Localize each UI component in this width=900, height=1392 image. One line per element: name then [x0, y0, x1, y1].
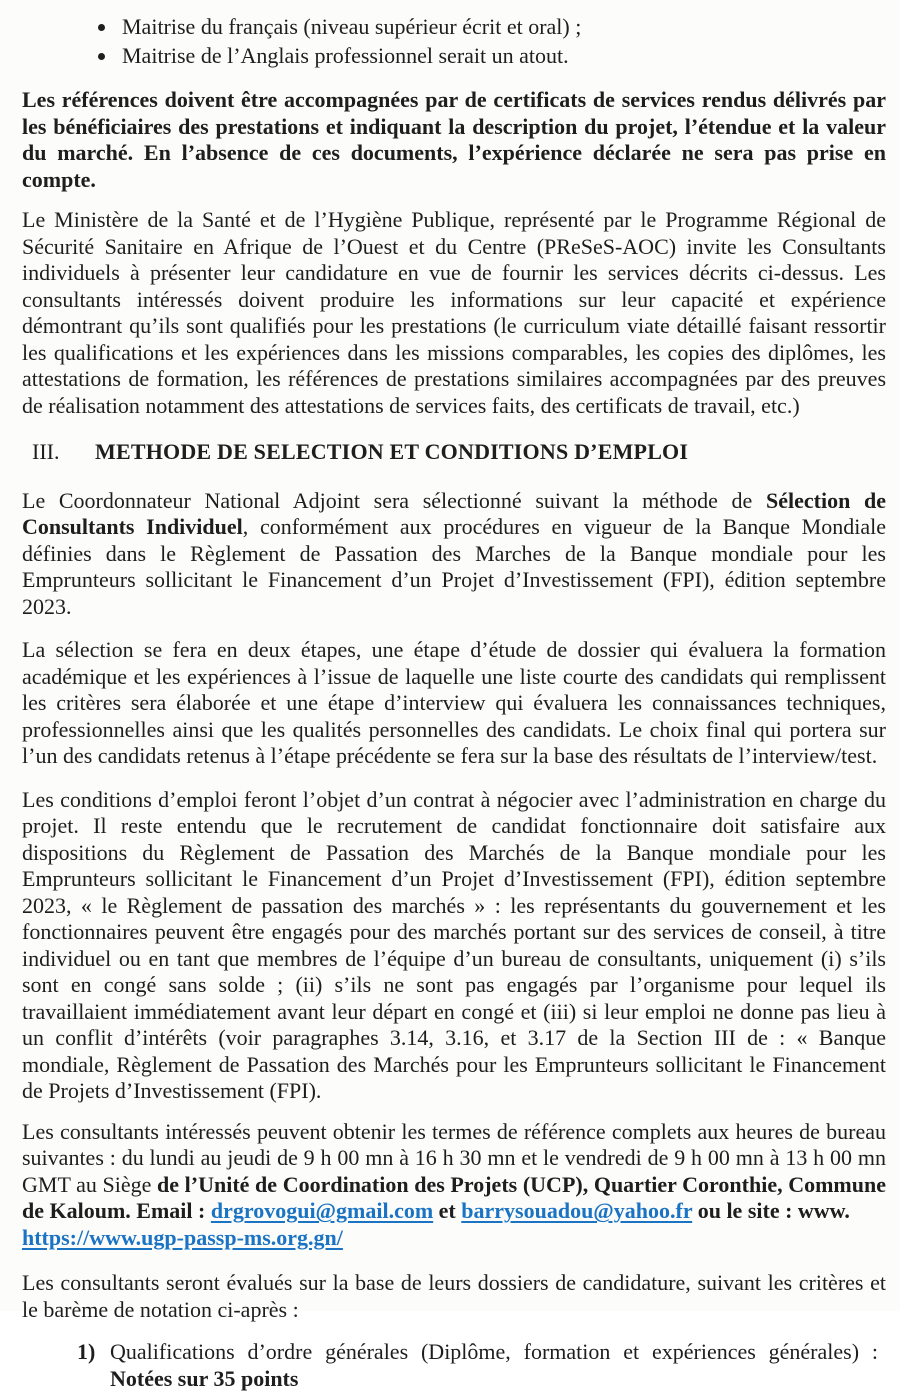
selection-method-run-2: , conformément aux procédures en vigueur de la Banque Mondiale définies dans le Règlement de Passation des Marches de la Banque mondiale pour les Emprunteurs sollicitant le Financement d’un Projet d’Investissement (FPI), édition septembre 2023.	[22, 514, 886, 619]
references-bold-notice: Les références doivent être accompagnées par de certificats de services rendus délivrés par les bénéficiaires des prestations et indiquant la description du projet, l’étendue et la valeur du marché. En l’absence de ces documents, l’expérience déclarée ne sera pas prise en compte.	[22, 87, 886, 192]
terms-bold-run-3: ou le site : www.	[692, 1198, 850, 1223]
section-title: METHODE DE SELECTION ET CONDITIONS D’EMPLOI	[95, 439, 689, 464]
skills-bullet-list	[22, 14, 886, 69]
criteria-item-1-text	[110, 1339, 886, 1392]
employment-conditions-paragraph: Les conditions d’emploi feront l’objet d’un contrat à négocier avec l’administration en charge du projet. Il reste entendu que le recrutement de candidat fonctionnaire doit satisfaire aux dispositions du Règlement de Passation des Marchés de la Banque mondiale pour les Emprunteurs sollicitant le Financement d’un Projet d’Investissement (FPI), édition septembre 2023, « le Règlement de passation des marchés » : les représentants du gouvernement et les fonctionnaires peuvent être engagés pour des marchés portant sur des services de conseil, à titre individuel ou en tant que membres de l’équipe d’un bureau de consultants, uniquement (i) s’ils sont en congé sans solde ; (ii) s’ils ne sont pas engagés par l’organisme pour lequel ils travaillaient immédiatement avant leur départ en congé et (iii) si leur emploi ne donne pas lieu à un conflit d’intérêts (voir paragraphes 3.14, 3.16, et 3.17 de la Section III de : « Banque mondiale, Règlement de Passation des Marchés pour les Emprunteurs sollicitant le Financement de Projets d’Investissement (FPI).	[22, 786, 886, 1103]
selection-method-run-0: Le Coordonnateur National Adjoint sera sélectionné suivant la méthode de	[22, 487, 766, 513]
email-link-drgrovogui[interactable]: drgrovogui@gmail.com	[210, 1198, 434, 1223]
bullet-item-french-text: Maitrise du français (niveau supérieur écrit et oral) ;	[122, 14, 582, 39]
criteria-list	[22, 1339, 886, 1392]
ministry-invitation-paragraph: Le Ministère de la Santé et de l’Hygiène Publique, représenté par le Programme Régional de Sécurité Sanitaire en Afrique de l’Ouest et du Centre (PReSeS-AOC) invite les Consultants individuels à présenter leur candidature en vue de fournir les services décrits ci-dessus. Les consultants intéressés doivent produire les informations sur leur capacité et expérience démontrant qu’ils sont qualifiés pour les prestations (le curriculum viate détaillé faisant ressortir les qualifications et les expériences dans les missions comparables, les copies des diplômes, les attestations de formation, les références de prestations similaires accompagnées par des preuves de réalisation notamment des attestations de services faits, des certificats de travail, etc.)	[22, 207, 886, 418]
two-steps-paragraph: La sélection se fera en deux étapes, une étape d’étude de dossier qui évaluera la formation académique et les expériences à l’issue de laquelle une liste courte des candidats qui remplissent les critères sera élaborée et une étape d’interview qui évaluera les connaissances techniques, professionnelles ainsi que les qualités personnelles des candidats. Le choix final qui portera sur l’un des candidats retenus à l’étape précédente se fera sur la base des résultats de l’interview/test.	[22, 637, 886, 768]
terms-of-reference-paragraph	[22, 1119, 886, 1252]
terms-bold-run-2: et	[433, 1198, 462, 1223]
email-link-barrysouadou[interactable]: barrysouadou@yahoo.fr	[461, 1198, 693, 1223]
criteria-item-1	[77, 1339, 886, 1392]
section-number: III.	[32, 439, 60, 464]
selection-method-paragraph	[22, 488, 886, 621]
bullet-item-french	[118, 14, 886, 41]
selection-method-bold-run: Sélection de Consultants Individuel	[22, 487, 886, 539]
website-link[interactable]: https://www.ugp-passp-ms.org.gn/	[22, 1224, 343, 1250]
criteria-item-1-number: 1)	[77, 1339, 96, 1364]
evaluation-criteria-paragraph: Les consultants seront évalués sur la base de leurs dossiers de candidature, suivant les critères et le barème de notation ci-après :	[22, 1270, 886, 1322]
terms-run-0: Les consultants intéressés peuvent obtenir les termes de référence complets aux heures de bureau suivantes : du lundi au jeudi de 9 h 00 mn à 16 h 30 mn et le vendredi de 9 h 00 mn à 13 h 00 mn GMT au Siège	[22, 1118, 886, 1197]
terms-bold-run-1: de l’Unité de Coordination des Projets (UCP), Quartier Coronthie, Commune de Kaloum. Email :	[22, 1171, 886, 1223]
section-heading	[22, 439, 886, 466]
bullet-item-english	[118, 43, 886, 70]
criteria-item-1-score: Notées sur 35 points	[110, 1365, 299, 1391]
bullet-item-english-text: Maitrise de l’Anglais professionnel serait un atout.	[122, 42, 569, 68]
criteria-item-1-label: Qualifications d’ordre générales (Diplôme, formation et expériences générales) :	[110, 1339, 878, 1364]
